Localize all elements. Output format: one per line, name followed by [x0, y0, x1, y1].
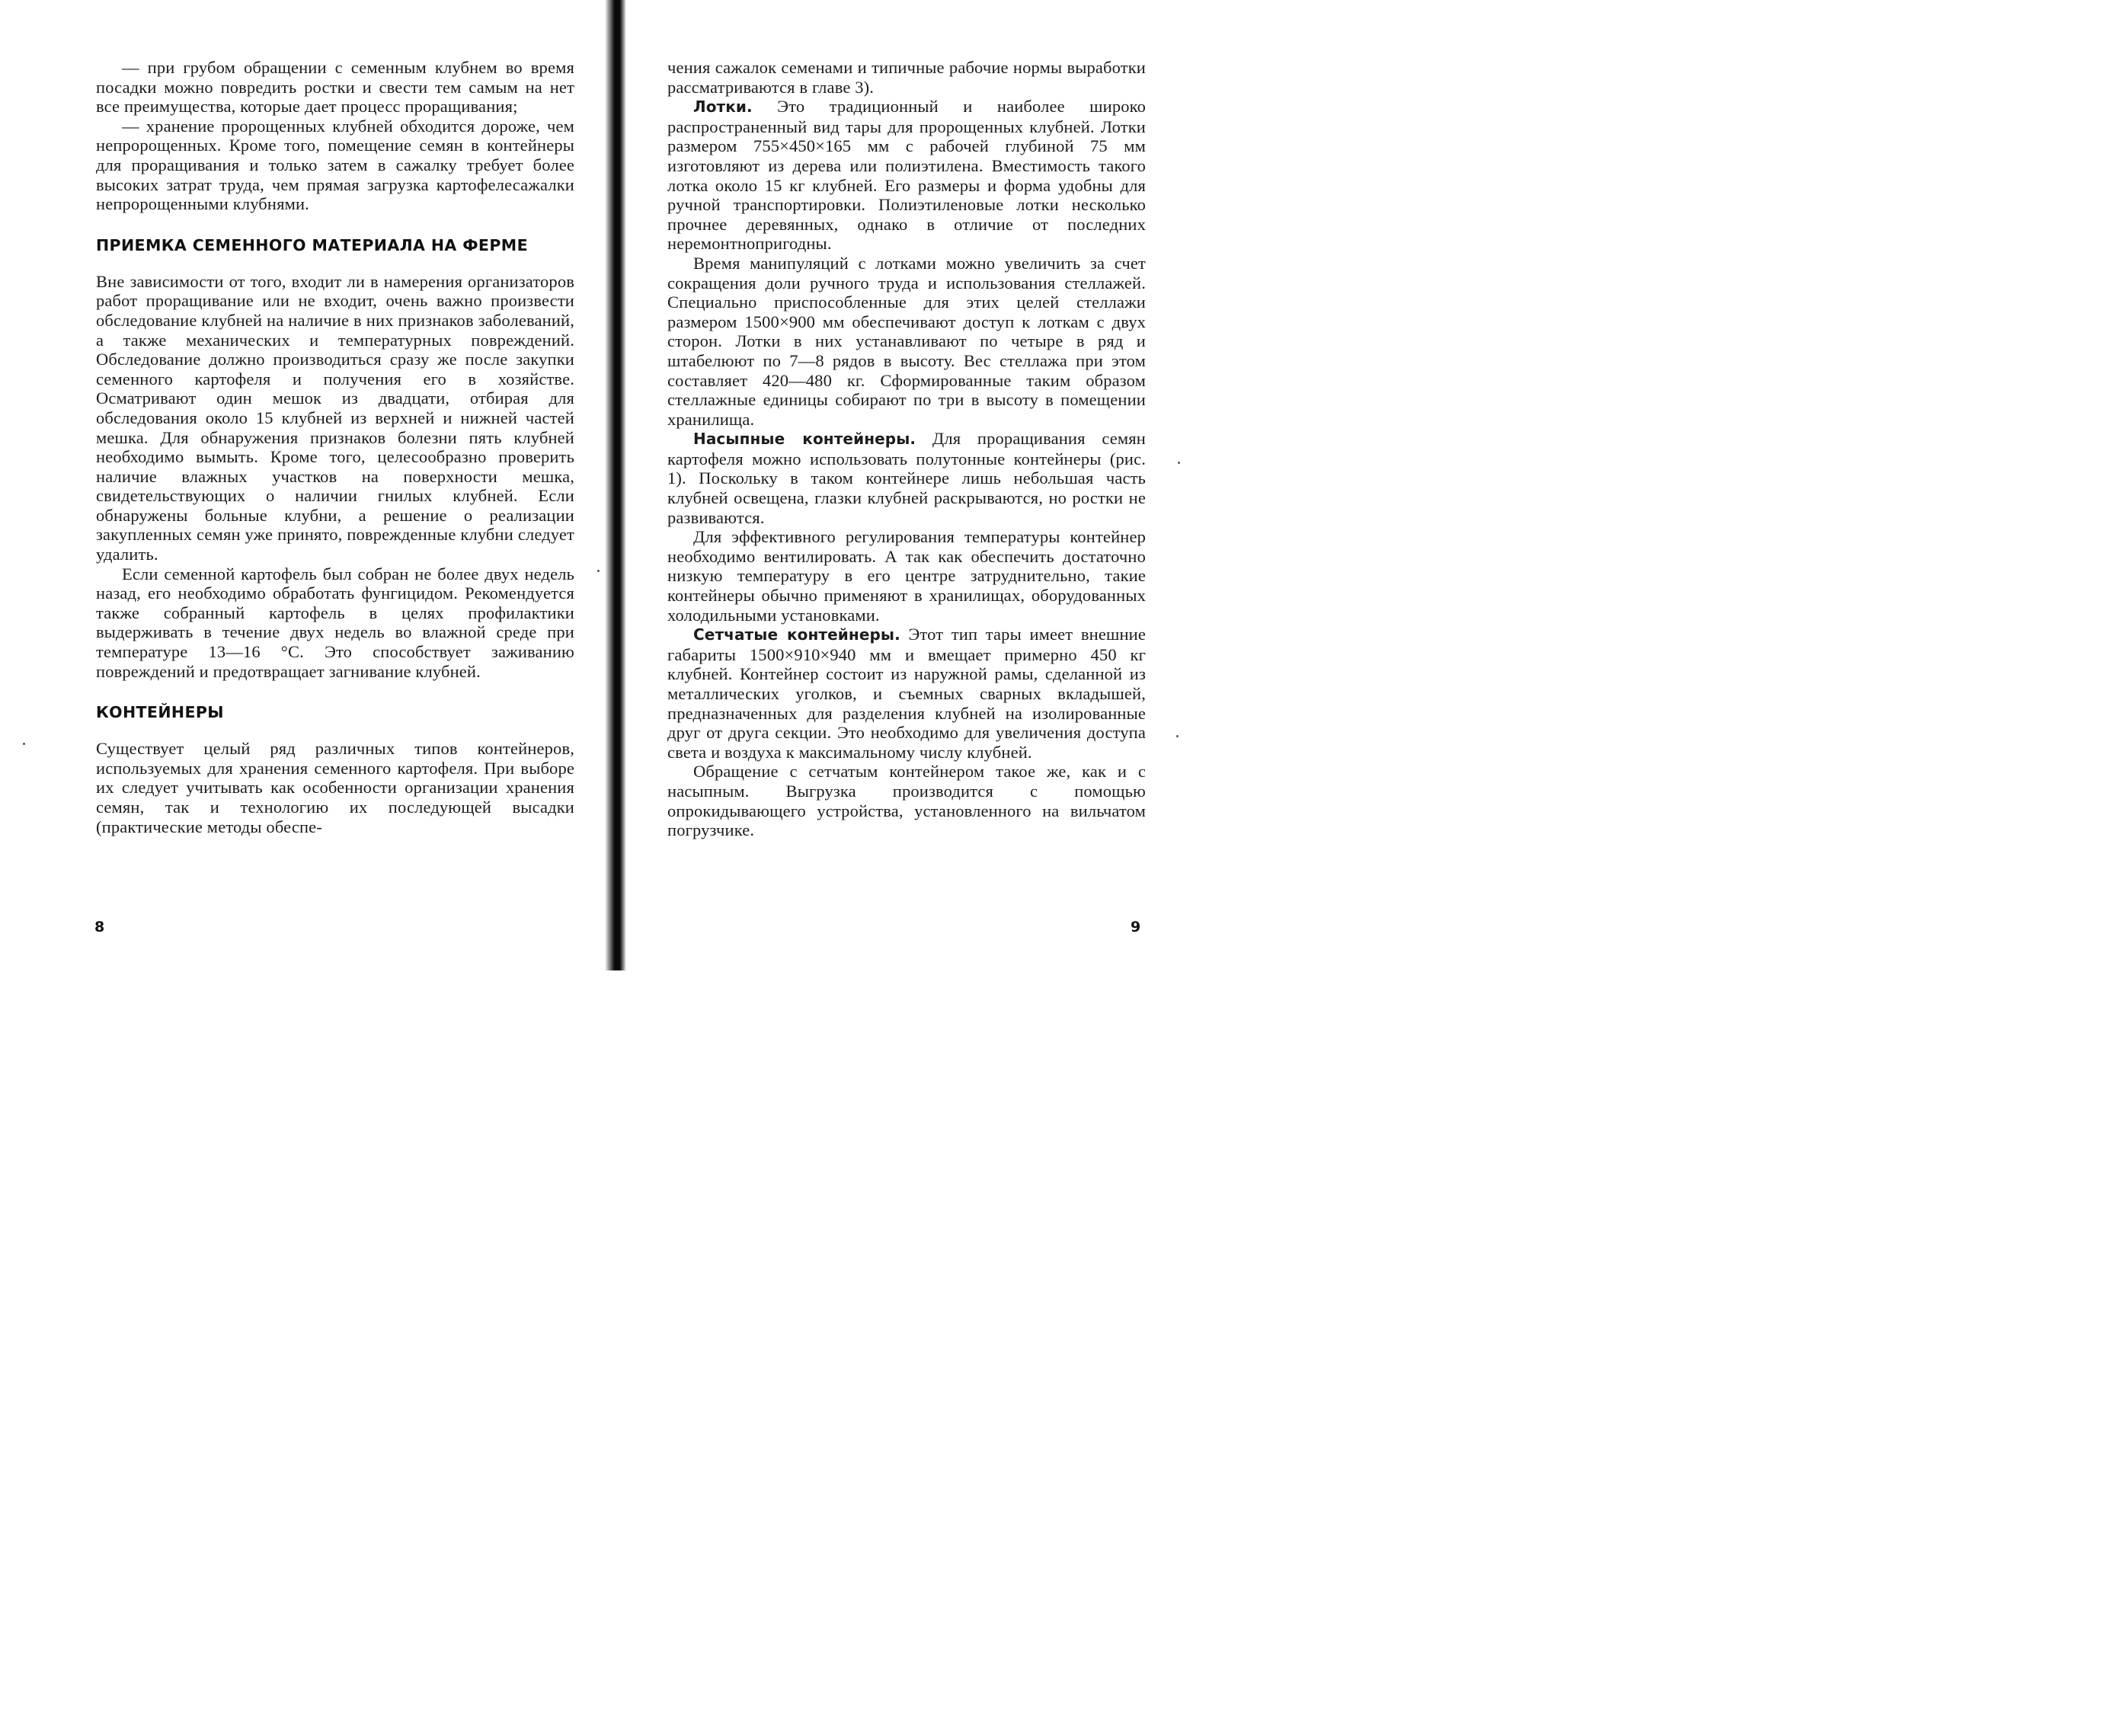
trays-paragraph: [667, 97, 1146, 254]
page-number-right: 9: [1131, 919, 1141, 935]
page-number-left: 8: [94, 919, 105, 935]
section-heading-containers: КОНТЕЙНЕРЫ: [96, 703, 224, 722]
intro-paragraph-1: — при грубом обращении с семенным клубнем во время посадки можно повредить ростки и свести тем самым на нет все преимущества, которые дает процесс проращивания;: [96, 58, 574, 117]
scan-speck: [1176, 735, 1179, 737]
section-1-paragraph-1: Вне зависимости от того, входит ли в намерения организаторов работ проращивание или не входит, очень важно произвести обследование клубней на наличие в них признаков заболеваний, а также механических и температурных повреждений. Обследование должно производиться сразу же после закупки семенного картофеля и получения его в хозяйстве. Осматривают один мешок из двадцати, отбирая для обследования около 15 клубней из верхней и нижней частей мешка. Для обнаружения признаков болезни пять клубней необходимо вымыть. Кроме того, целесообразно проверить наличие влажных участков на поверхности мешка, свидетельствующих о наличии гнилых клубней. Если обнаружены больные клубни, а решение о реализации закупленных семян уже принято, поврежденные клубни следует удалить.: [96, 271, 574, 564]
continuation-paragraph: чения сажалок семенами и типичные рабочие нормы выработки рассматриваются в главе 3).: [667, 58, 1146, 97]
bulk-containers-paragraph: [667, 429, 1146, 527]
bulk-ventilation-paragraph: Для эффективного регулирования температуры контейнер необходимо вентилировать. А так как обеспечить достаточно низкую температуру в его центре затруднительно, такие контейнеры обычно применяют в хранилищах, оборудованных холодильными установками.: [667, 527, 1146, 625]
section-heading-seed-acceptance: ПРИЕМКА СЕМЕННОГО МАТЕРИАЛА НА ФЕРМЕ: [96, 235, 528, 254]
trays-time-paragraph: Время манипуляций с лотками можно увеличить за счет сокращения доли ручного труда и использования стеллажей. Специально приспособленные для этих целей стеллажи размером 1500×900 мм обеспечивают доступ к лоткам с двух сторон. Лотки в них устанавливают по четыре в ряд и штабелюют по 7—8 рядов в высоту. Вес стеллажа при этом составляет 420—480 кг. Сформированные таким образом стеллажные единицы собирают по три в высоту в помещении хранилища.: [667, 253, 1146, 429]
section-2-paragraph-1: Существует целый ряд различных типов контейнеров, используемых для хранения семенного картофеля. При выборе их следует учитывать как особенности организации хранения семян, так и технологию их последующей высадки (практические методы обеспе-: [96, 739, 574, 836]
bulk-containers-text: Для проращивания семян картофеля можно использовать полутонные контейнеры (рис. 1). Поскольку в таком контейнере лишь небольшая часть клубней освещена, глазки клубней раскрываются, но ростки не развиваются.: [667, 429, 1146, 527]
intro-paragraph-2: — хранение пророщенных клубней обходится дороже, чем непророщенных. Кроме того, помещение семян в контейнеры для проращивания и только затем в сажалку требует более высоких затрат труда, чем прямая загрузка картофелесажалки непророщенными клубнями.: [96, 116, 574, 214]
mesh-containers-paragraph: [667, 625, 1146, 762]
left-page: [0, 0, 602, 970]
mesh-handling-paragraph: Обращение с сетчатым контейнером такое же, как и с насыпным. Выгрузка производится с помощью опрокидывающего устройства, установленного на вильчатом погрузчике.: [667, 762, 1146, 840]
scan-speck: [1178, 462, 1180, 464]
mesh-containers-runin-heading: Сетчатые контейнеры.: [693, 625, 900, 644]
mesh-containers-text: Этот тип тары имеет внешние габариты 1500×910×940 мм и вмещает примерно 450 кг клубней. Контейнер состоит из наружной рамы, сделанной из металлических уголков, и съемных сварных вкладышей, предназначенных для разделения клубней на изолированные друг от друга секции. Это необходимо для увеличения доступа света и воздуха к максимальному числу клубней.: [667, 625, 1146, 762]
bulk-containers-runin-heading: Насыпные контейнеры.: [693, 430, 916, 449]
trays-runin-heading: Лотки.: [693, 98, 753, 117]
section-1-paragraph-2: Если семенной картофель был собран не более двух недель назад, его необходимо обработать фунгицидом. Рекомендуется также собранный картофель в целях профилактики выдерживать в течение двух недель во влажной среде при температуре 13—16 °С. Это способствует заживанию повреждений и предотвращает загнивание клубней.: [96, 564, 574, 681]
book-gutter-shadow: [605, 0, 626, 970]
trays-text: Это традиционный и наиболее широко распространенный вид тары для пророщенных клубней. Лотки размером 755×450×165 мм с рабочей глубиной 75 мм изготовляют из дерева или полиэтилена. Вместимость такого лотка около 15 кг клубней. Его размеры и форма удобны для ручной транспортировки. Полиэтиленовые лотки несколько прочнее деревянных, однако в отличие от последних неремонтнопригодны.: [667, 97, 1146, 254]
left-text-column: [96, 58, 574, 836]
scan-speck: [597, 570, 600, 572]
right-page: [631, 0, 1187, 970]
scan-speck: [23, 743, 25, 745]
right-text-column: [667, 58, 1146, 840]
